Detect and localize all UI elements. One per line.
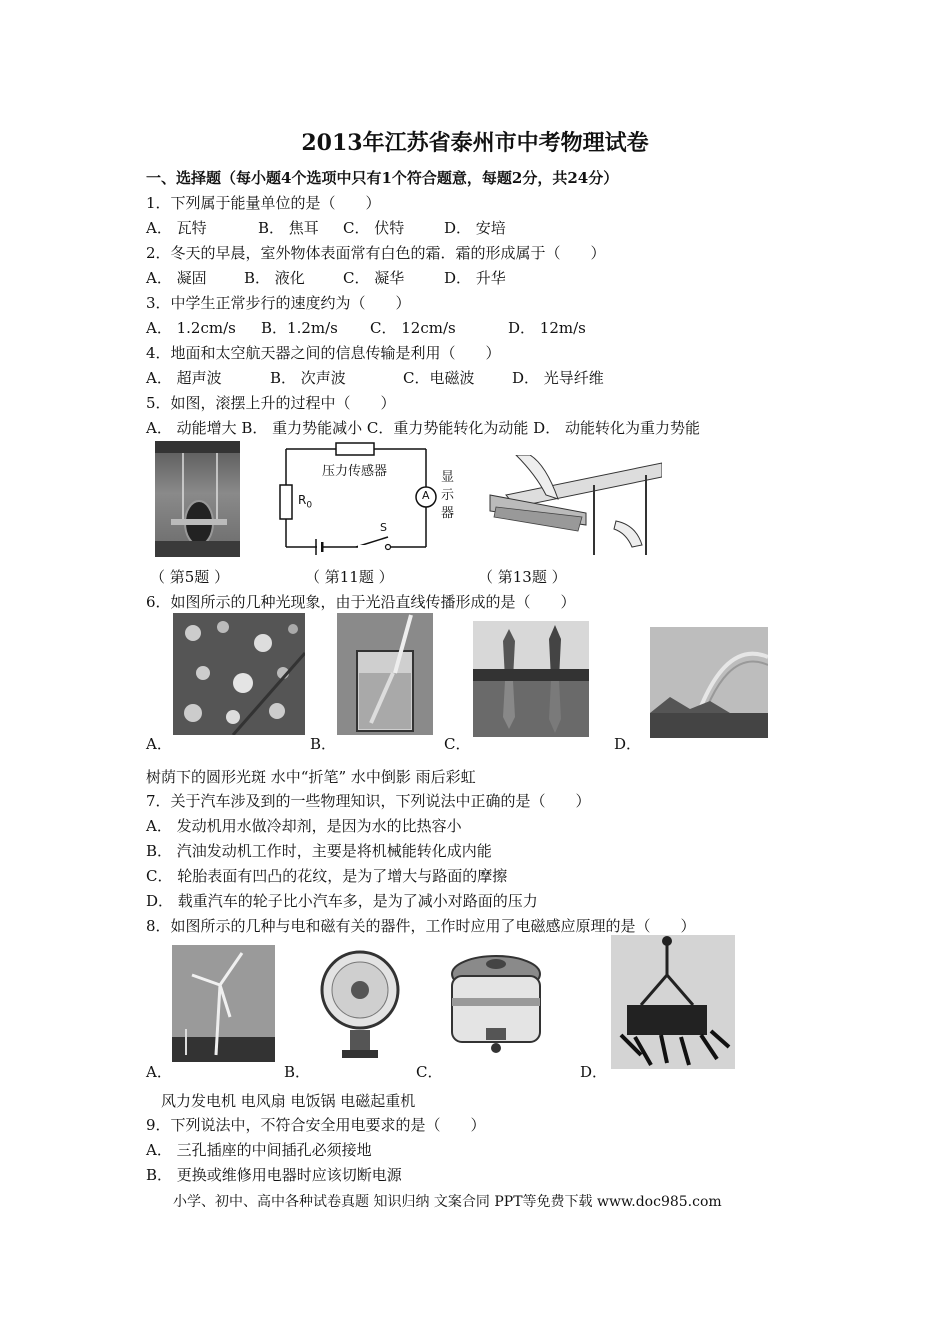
rice-cooker-image xyxy=(442,946,550,1058)
section-heading: 一、选择题（每小题4个选项中只有1个符合题意，每题2分，共24分） xyxy=(146,169,619,187)
caption-fig5: （ 第5题 ） xyxy=(150,568,230,586)
q3-stem: 3．中学生正常步行的速度约为（ ） xyxy=(146,294,411,312)
caption-fig11: （ 第11题 ） xyxy=(305,568,394,586)
q6-captions: 树荫下的圆形光斑 水中“折笔” 水中倒影 雨后彩虹 xyxy=(146,768,476,786)
q8-stem: 8．如图所示的几种与电和磁有关的器件，工作时应用了电磁感应原理的是（ ） xyxy=(146,917,696,935)
q2-option-d: D． 升华 xyxy=(444,269,506,287)
q2-option-a: A． 凝固 xyxy=(146,269,207,287)
image-reflection xyxy=(473,621,589,737)
q8-letter-a: A． xyxy=(146,1063,172,1081)
q1-stem: 1．下列属于能量单位的是（ ） xyxy=(146,194,381,212)
light-spots-image xyxy=(173,613,305,735)
page-title: 2013年江苏省泰州市中考物理试卷 xyxy=(301,130,649,156)
q3-option-b: B．1.2m/s xyxy=(261,319,338,337)
pendulum-image xyxy=(155,441,240,557)
image-electric-fan xyxy=(316,946,404,1060)
bent-pencil-image xyxy=(337,613,433,735)
q9-option-b: B． 更换或维修用电器时应该切断电源 xyxy=(146,1166,402,1184)
q7-option-d: D． 载重汽车的轮子比小汽车多，是为了减小对路面的压力 xyxy=(146,892,538,910)
circuit-label-switch: S xyxy=(380,521,387,534)
reflection-image xyxy=(473,621,589,737)
q7-option-c: C． 轮胎表面有凹凸的花纹，是为了增大与路面的摩擦 xyxy=(146,867,508,885)
q5-options: A． 动能增大 B． 重力势能减小 C．重力势能转化为动能 D． 动能转化为重力势能 xyxy=(146,419,700,437)
q7-stem: 7．关于汽车涉及到的一些物理知识，下列说法中正确的是（ ） xyxy=(146,792,591,810)
circuit-label-sensor: 压力传感器 xyxy=(322,464,388,479)
q9-stem: 9．下列说法中，不符合安全用电要求的是（ ） xyxy=(146,1116,486,1134)
q3-option-a: A． 1.2cm/s xyxy=(146,319,236,337)
q4-option-a: A． 超声波 xyxy=(146,369,222,387)
q5-stem: 5．如图，滚摆上升的过程中（ ） xyxy=(146,394,396,412)
q8-letter-b: B． xyxy=(284,1063,311,1081)
display-char-1: 显 xyxy=(441,470,455,485)
q8-letter-d: D． xyxy=(580,1063,608,1081)
q3-option-d: D． 12m/s xyxy=(508,319,586,337)
q2-option-b: B． 液化 xyxy=(244,269,305,287)
q8-letter-c: C． xyxy=(416,1063,443,1081)
q1-option-d: D． 安培 xyxy=(444,219,506,237)
wind-turbine-image xyxy=(172,945,275,1062)
q2-option-c: C． 凝华 xyxy=(343,269,405,287)
q9-option-a: A． 三孔插座的中间插孔必须接地 xyxy=(146,1141,372,1159)
q1-option-b: B． 焦耳 xyxy=(258,219,319,237)
image-electromagnetic-crane xyxy=(611,935,735,1069)
caption-fig13: （ 第13题 ） xyxy=(478,568,567,586)
figure-ruler-q13 xyxy=(486,455,662,555)
q6-stem: 6．如图所示的几种光现象，由于光沿直线传播形成的是（ ） xyxy=(146,593,576,611)
circuit-label-r: R xyxy=(298,493,307,507)
figure-circuit-q11 xyxy=(276,441,456,557)
figure-rolling-pendulum xyxy=(155,441,240,557)
image-rainbow xyxy=(650,627,768,738)
q3-option-c: C． 12cm/s xyxy=(370,319,456,337)
q8-captions: 风力发电机 电风扇 电饭锅 电磁起重机 xyxy=(161,1092,416,1110)
footer-text: 小学、初中、高中各种试卷真题 知识归纳 文案合同 PPT等免费下载 www.doc985.com xyxy=(173,1194,722,1210)
q2-stem: 2．冬天的早晨，室外物体表面常有白色的霜．霜的形成属于（ ） xyxy=(146,244,606,262)
image-wind-turbine xyxy=(172,945,275,1062)
q6-letter-c: C． xyxy=(444,735,471,753)
image-bent-pencil xyxy=(337,613,433,735)
q4-option-d: D． 光导纤维 xyxy=(512,369,604,387)
q1-option-a: A． 瓦特 xyxy=(146,219,207,237)
circuit-label-r-sub: 0 xyxy=(306,500,313,511)
image-rice-cooker xyxy=(442,946,550,1058)
circuit-label-display xyxy=(441,469,455,523)
q1-option-c: C． 伏特 xyxy=(343,219,405,237)
q4-stem: 4．地面和太空航天器之间的信息传输是利用（ ） xyxy=(146,344,501,362)
image-light-spots xyxy=(173,613,305,735)
electric-fan-image xyxy=(316,946,404,1060)
q7-option-b: B． 汽油发动机工作时，主要是将机械能转化成内能 xyxy=(146,842,492,860)
q7-option-a: A． 发动机用水做冷却剂，是因为水的比热容小 xyxy=(146,817,462,835)
crane-image xyxy=(611,935,735,1069)
display-char-3: 器 xyxy=(441,506,455,521)
q4-option-b: B． 次声波 xyxy=(270,369,346,387)
rainbow-image xyxy=(650,627,768,738)
ruler-image xyxy=(486,455,662,555)
q4-option-c: C．电磁波 xyxy=(403,369,475,387)
circuit-label-ammeter: A xyxy=(422,489,430,502)
q6-letter-a: A． xyxy=(146,735,172,753)
display-char-2: 示 xyxy=(441,488,455,503)
q6-letter-d: D． xyxy=(614,735,642,753)
q6-letter-b: B． xyxy=(310,735,337,753)
